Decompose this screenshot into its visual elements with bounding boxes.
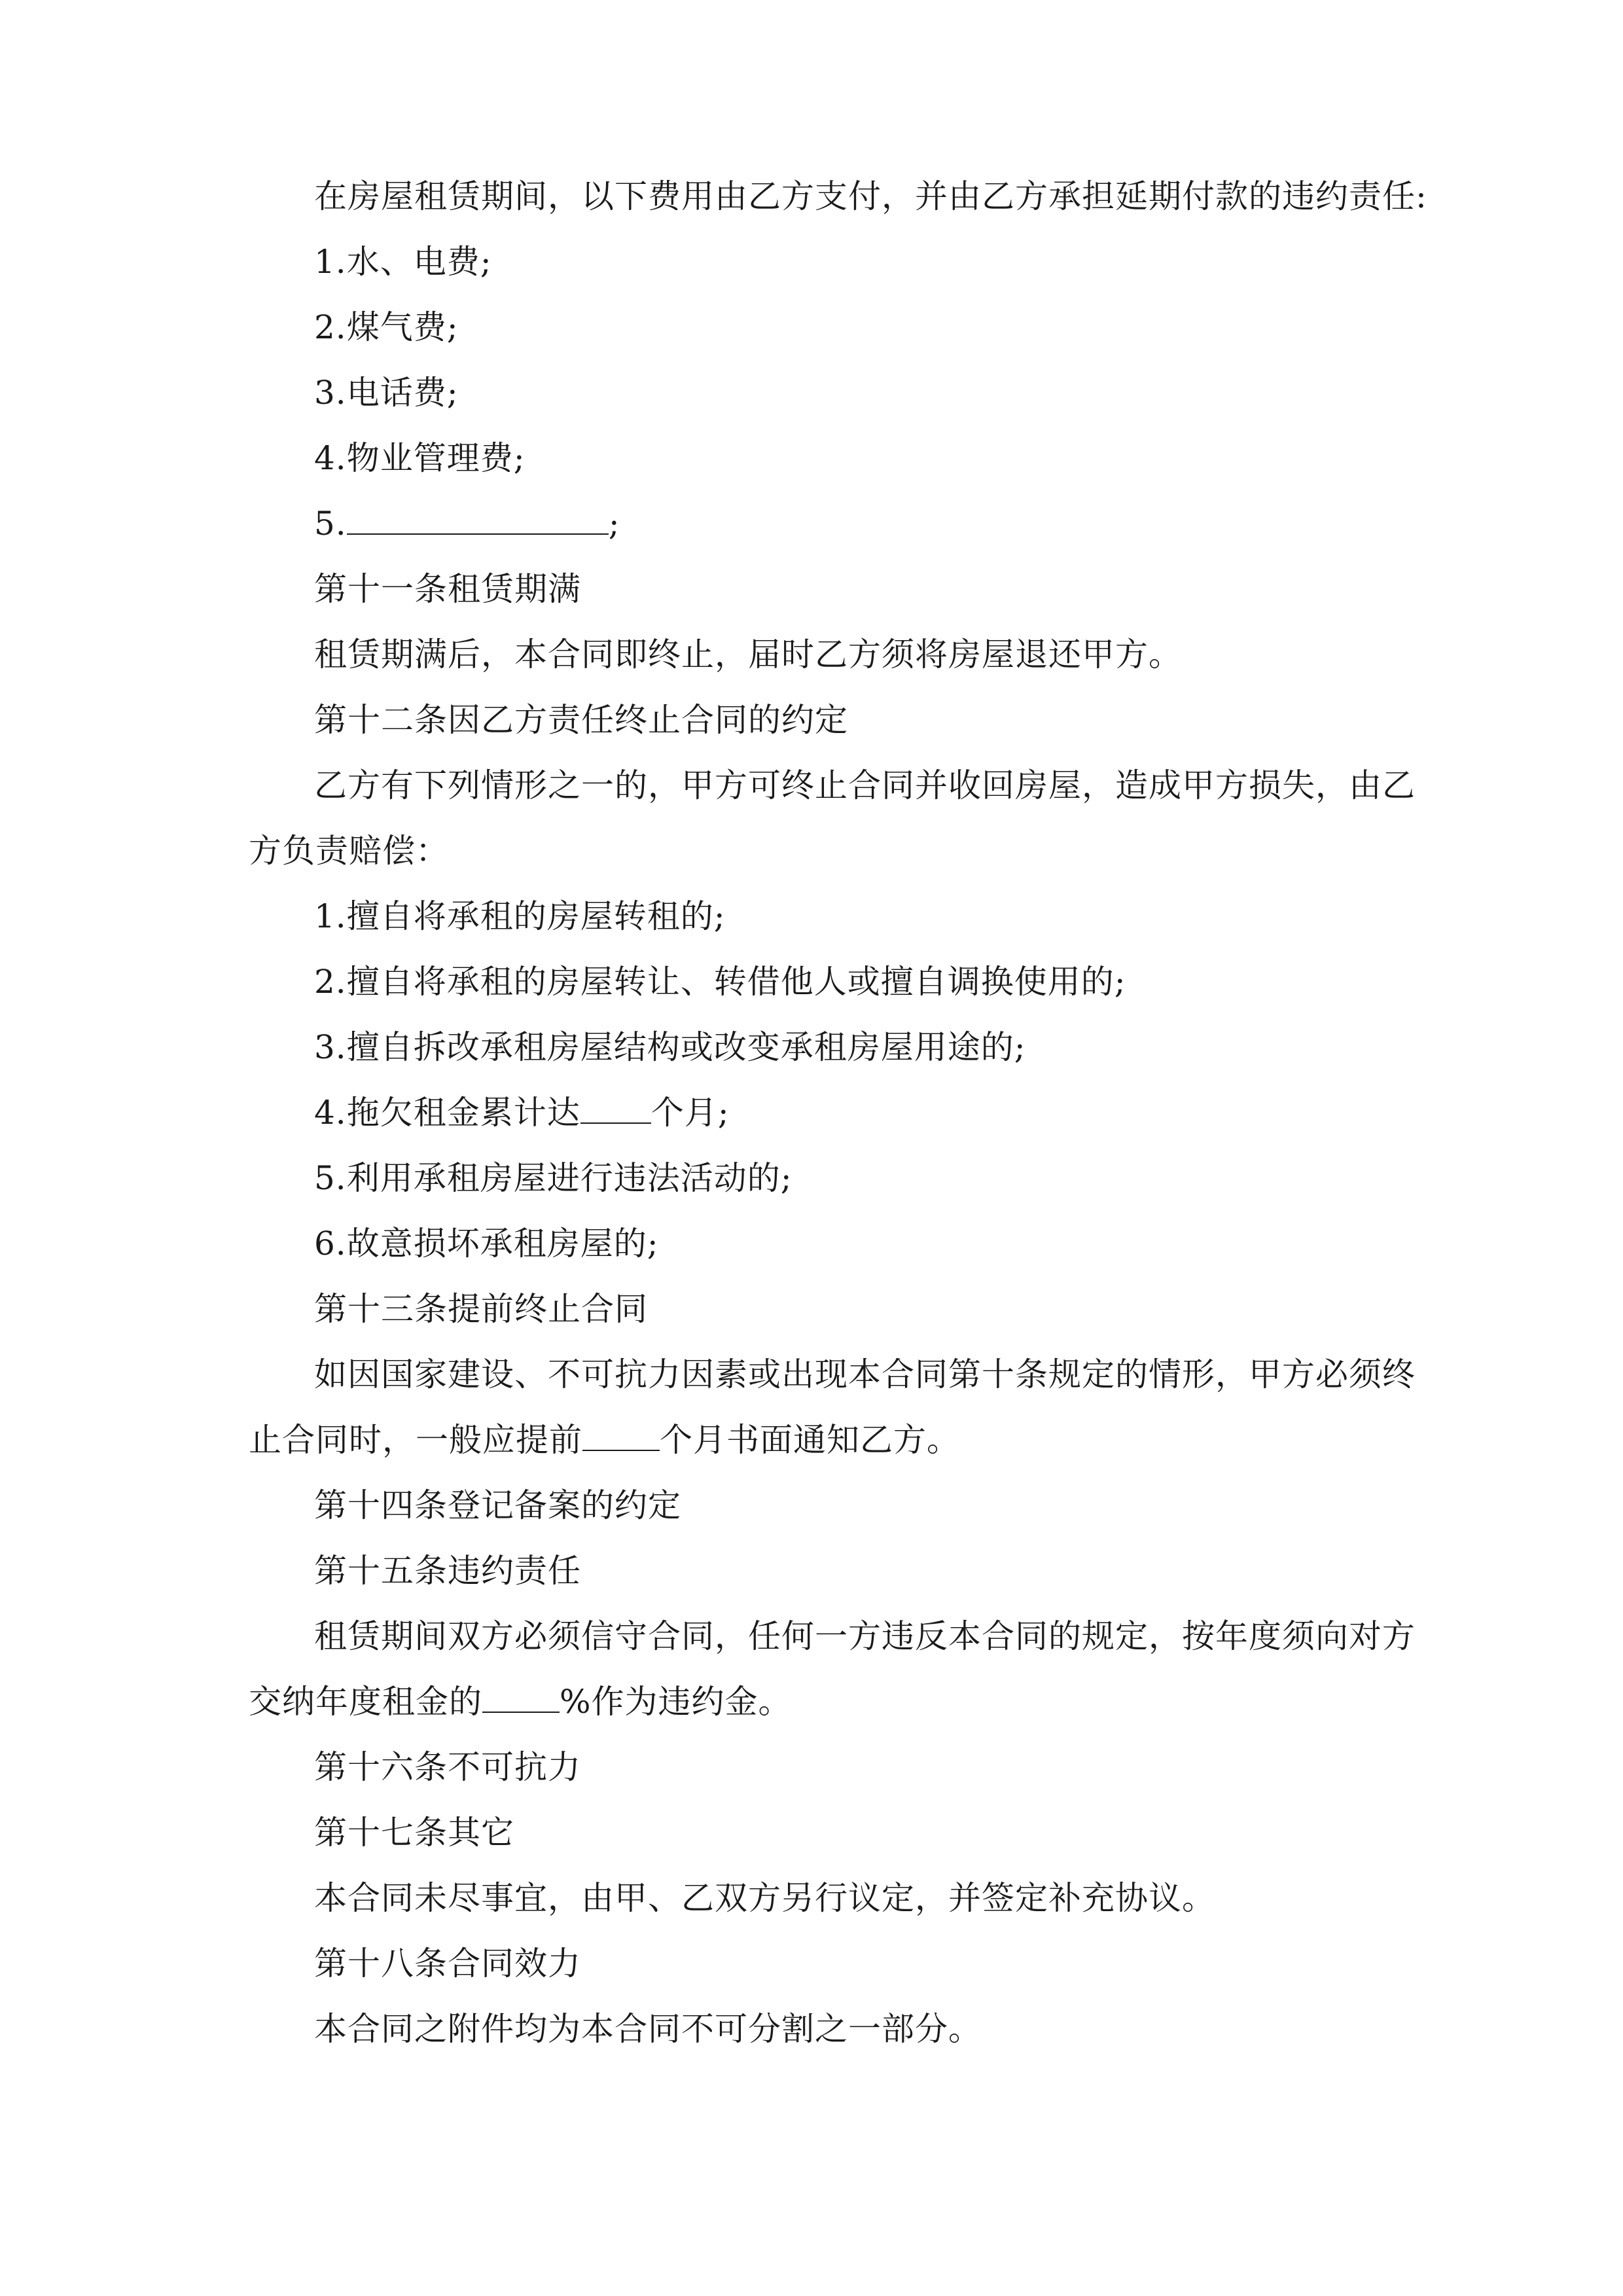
paragraph: 租赁期间双方必须信守合同，任何一方违反本合同的规定，按年度须向对方 [314, 1617, 1416, 1655]
list-item: 2.煤气费; [314, 308, 459, 346]
list-item-end: ; [608, 505, 620, 543]
article-heading: 第十四条登记备案的约定 [314, 1486, 681, 1524]
paragraph: 本合同之附件均为本合同不可分割之一部分。 [314, 2010, 982, 2048]
paragraph-continuation [249, 1669, 1391, 1734]
paragraph-text: 交纳年度租金的 [249, 1683, 482, 1721]
list-item: 1.擅自将承租的房屋转租的; [314, 897, 726, 935]
list-item: 4.物业管理费; [314, 439, 526, 477]
list-item: 5.利用承租房屋进行违法活动的; [314, 1159, 793, 1197]
fill-in-blank [482, 1681, 560, 1713]
paragraph-end: 个月书面通知乙方。 [660, 1421, 960, 1459]
article-heading: 第十八条合同效力 [314, 1945, 581, 1982]
article-heading: 第十六条不可抗力 [314, 1748, 581, 1786]
paragraph-end: %作为违约金。 [560, 1683, 792, 1721]
paragraph: 乙方有下列情形之一的，甲方可终止合同并收回房屋，造成甲方损失，由乙 [314, 766, 1416, 804]
fill-in-blank [582, 1420, 660, 1451]
list-item-number: 5. [314, 505, 347, 543]
list-item [249, 1080, 1391, 1145]
paragraph-continuation [249, 1407, 1391, 1473]
article-heading: 第十五条违约责任 [314, 1552, 581, 1590]
list-item-text: 4.拖欠租金累计达 [314, 1094, 580, 1132]
list-item-end: 个月; [651, 1094, 730, 1132]
paragraph-continuation: 方负责赔偿： [249, 832, 449, 870]
list-item: 2.擅自将承租的房屋转让、转借他人或擅自调换使用的; [314, 963, 1126, 1001]
document-page [249, 164, 1427, 2062]
list-item: 1.水、电费; [314, 243, 492, 281]
article-heading: 第十七条其它 [314, 1814, 514, 1852]
paragraph: 本合同未尽事宜，由甲、乙双方另行议定，并签定补充协议。 [314, 1879, 1215, 1917]
list-item: 3.擅自拆改承租房屋结构或改变承租房屋用途的; [314, 1028, 1026, 1066]
paragraph-text: 止合同时，一般应提前 [249, 1421, 582, 1459]
article-heading: 第十三条提前终止合同 [314, 1290, 648, 1328]
article-heading: 第十一条租赁期满 [314, 570, 581, 608]
paragraph: 租赁期满后，本合同即终止，届时乙方须将房屋退还甲方。 [314, 636, 1182, 673]
fill-in-blank [347, 503, 609, 535]
article-heading: 第十二条因乙方责任终止合同的约定 [314, 701, 848, 739]
list-item: 3.电话费; [314, 374, 459, 412]
fill-in-blank [580, 1092, 651, 1124]
paragraph: 在房屋租赁期间，以下费用由乙方支付，并由乙方承担延期付款的违约责任: [314, 177, 1427, 215]
paragraph: 如因国家建设、不可抗力因素或出现本合同第十条规定的情形，甲方必须终 [314, 1355, 1416, 1393]
list-item: 6.故意损坏承租房屋的; [314, 1225, 659, 1263]
list-item [249, 491, 1391, 556]
